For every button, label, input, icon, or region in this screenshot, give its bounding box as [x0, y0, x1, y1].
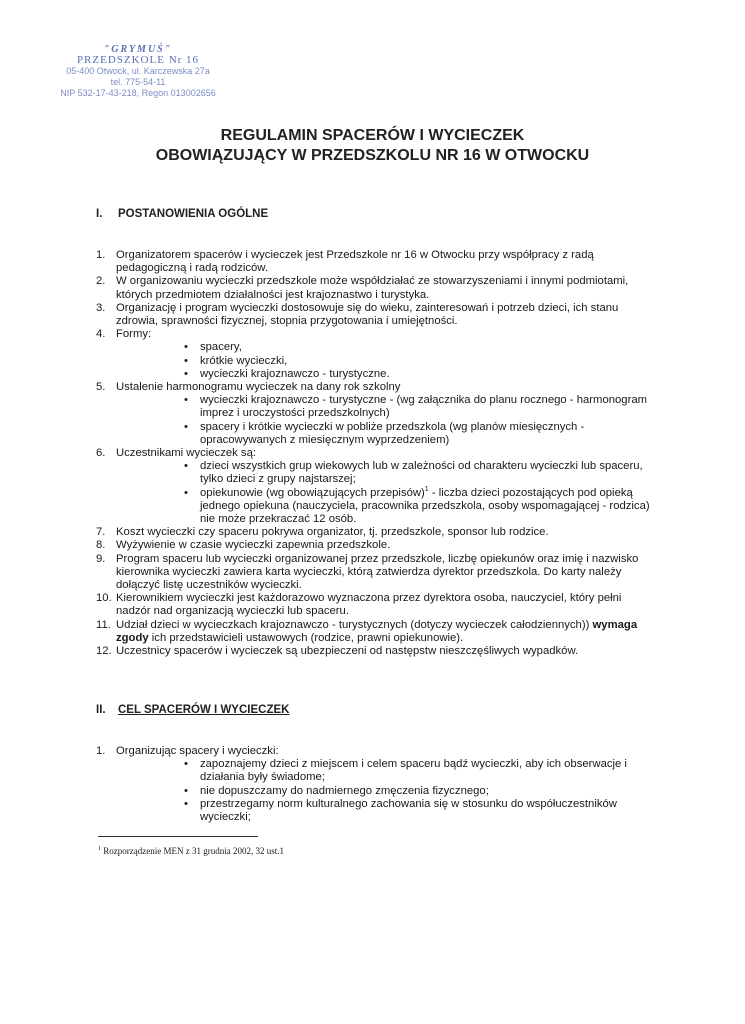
item-number: 8. — [96, 539, 106, 552]
document-title — [0, 126, 745, 166]
bullet-item — [96, 798, 656, 824]
item-number: 5. — [96, 381, 106, 394]
item-number: 1. — [96, 249, 106, 261]
bullet-text: spacery, — [200, 341, 242, 354]
list-item — [96, 447, 656, 460]
bullet-icon: • — [184, 420, 188, 433]
bullet-icon: • — [184, 394, 188, 407]
bullet-icon: • — [184, 758, 188, 771]
item-number: 2. — [96, 275, 106, 288]
section-2-list — [96, 745, 656, 824]
footnote-ref: 1 — [424, 485, 429, 493]
bullet-item — [96, 785, 656, 798]
item-text: W organizowaniu wycieczki przedszkole może współdziałać ze stowarzyszeniami i innymi podmiotami, których przedmiotem działalności jest krajoznastwo i turystyka. — [116, 275, 629, 301]
list-item — [96, 249, 656, 275]
item-text: Organizatorem spacerów i wycieczek jest Przedszkole nr 16 w Otwocku przy współpracy z radą pedagogiczną i radą rodziców. — [116, 249, 594, 275]
bullet-icon: • — [184, 367, 188, 380]
item-number: 4. — [96, 328, 106, 341]
item-text: Kierownikiem wycieczki jest każdorazowo wyznaczona przez dyrektora osoba, nauczyciel, który pełni nadzór nad organizacją wycieczki lub spaceru. — [116, 592, 622, 618]
section-2-heading — [96, 704, 289, 716]
bullet-item — [96, 421, 656, 447]
item-number: 6. — [96, 447, 106, 460]
item-number: 11. — [96, 618, 111, 631]
bullet-icon: • — [184, 784, 188, 797]
footnote-text: Rozporządzenie MEN z 31 grudnia 2002, 32 ust.1 — [103, 846, 284, 856]
section-1-number: I. — [96, 208, 103, 220]
section-1-list — [96, 249, 656, 658]
list-item — [96, 553, 656, 593]
bullet-item — [96, 355, 656, 368]
bullet-icon: • — [184, 797, 188, 810]
item-text: Ustalenie harmonogramu wycieczek na dany rok szkolny — [116, 381, 401, 394]
bullet-text: dzieci wszystkich grup wiekowych lub w zależności od charakteru wycieczki lub spaceru, tylko dzieci z grupy najstarszej; — [200, 460, 643, 486]
bullet-icon: • — [184, 341, 188, 354]
bullet-text: przestrzegamy norm kulturalnego zachowania się w stosunku do współuczestników wycieczki; — [200, 797, 617, 824]
footnote — [98, 846, 284, 856]
item-number: 3. — [96, 301, 106, 314]
bullet-text: wycieczki krajoznawczo - turystyczne - (wg załącznika do planu rocznego - harmonogram imprez i uroczystości przedszkolnych) — [200, 394, 648, 420]
section-2-number: II. — [96, 704, 106, 716]
item-number: 12. — [96, 645, 112, 658]
list-item — [96, 619, 656, 645]
bullet-text: nie dopuszczamy do nadmiernego zmęczenia fizycznego; — [200, 784, 489, 797]
list-item — [96, 302, 656, 328]
section-1-heading — [96, 208, 268, 220]
title-line-1: REGULAMIN SPACERÓW I WYCIECZEK — [220, 127, 525, 144]
footnote-marker: 1 — [98, 846, 101, 852]
bullet-text: wycieczki krajoznawczo - turystyczne. — [200, 367, 390, 380]
section-1-title: POSTANOWIENIA OGÓLNE — [118, 208, 269, 220]
list-item — [96, 645, 656, 658]
title-line-2: OBOWIĄZUJĄCY W PRZEDSZKOLU NR 16 W OTWOCKU — [155, 147, 590, 164]
bullet-item — [96, 758, 656, 784]
list-item — [96, 328, 656, 341]
stamp-ids: NIP 532-17-43-218, Regon 013002656 — [60, 88, 216, 98]
item-text: Uczestnikami wycieczek są: — [116, 447, 256, 460]
bullet-icon: • — [184, 354, 188, 367]
section-2-title: CEL SPACERÓW I WYCIECZEK — [118, 704, 290, 716]
item-text: Program spaceru lub wycieczki organizowanej przez przedszkole, liczbę opiekunów oraz imię i nazwisko kierownika wycieczki zawiera karta wycieczki, którą zatwierdza dyrektor przedszkola. Do karty należy dołączyć listę uczestników wycieczki. — [116, 552, 639, 592]
bullet-item — [96, 460, 656, 486]
bullet-item — [96, 341, 656, 354]
list-item — [96, 592, 656, 618]
school-stamp — [48, 44, 228, 99]
stamp-phone: tel. 775-54-11 — [110, 77, 166, 87]
list-item — [96, 275, 656, 301]
stamp-address: 05-400 Otwock, ul. Karczewska 27a — [66, 66, 210, 76]
list-item — [96, 745, 656, 758]
bullet-text-tail: - liczba dzieci pozostających pod opieką jednego opiekuna (nauczyciela, pracownika przedszkola, osoby wspomagającej - rodzica) nie może przekraczać 12 osób. — [200, 486, 650, 526]
item-number: 10. — [96, 592, 112, 605]
item-text: Organizację i program wycieczki dostosowuje się do wieku, zainteresowań i potrzeb dzieci, ich stanu zdrowia, sprawności fizycznej, stopnia przygotowania i umiejętności. — [116, 301, 619, 328]
item-text-tail: ich przedstawicieli ustawowych (rodzice, prawni opiekunowie). — [151, 631, 464, 644]
footnote-divider — [98, 836, 258, 837]
item-text: Uczestnicy spacerów i wycieczek są ubezpieczeni od następstw nieszczęśliwych wypadków. — [116, 645, 579, 658]
bullet-text: zapoznajemy dzieci z miejscem i celem spaceru bądź wycieczki, aby ich obserwacje i działania były świadome; — [200, 758, 627, 784]
item-text: Koszt wycieczki czy spaceru pokrywa organizator, tj. przedszkole, sponsor lub rodzice. — [116, 526, 549, 539]
bullet-text: krótkie wycieczki, — [200, 354, 288, 367]
item-number: 1. — [96, 745, 106, 757]
item-text: Formy: — [116, 328, 152, 341]
bullet-item — [96, 394, 656, 420]
item-number: 9. — [96, 552, 106, 565]
item-text-bold: wymaga zgody — [116, 618, 638, 644]
item-number: 7. — [96, 526, 106, 539]
list-item — [96, 539, 656, 552]
bullet-text: opiekunowie (wg obowiązujących przepisów) — [200, 486, 425, 499]
item-text: Wyżywienie w czasie wycieczki zapewnia przedszkole. — [116, 539, 391, 552]
stamp-name: "GRYMUŚ" — [103, 44, 173, 55]
bullet-icon: • — [184, 486, 188, 499]
list-item — [96, 381, 656, 394]
item-text: Udział dzieci w wycieczkach krajoznawczo - turystycznych (dotyczy wycieczek całodziennych)) — [116, 618, 590, 631]
item-text: Organizując spacery i wycieczki: — [116, 745, 279, 757]
list-item — [96, 526, 656, 539]
bullet-item — [96, 368, 656, 381]
bullet-item — [96, 487, 656, 527]
bullet-text: spacery i krótkie wycieczki w pobliże przedszkola (wg planów miesięcznych - opracowywanych z miesięcznym wyprzedzeniem) — [200, 420, 585, 446]
bullet-icon: • — [184, 460, 188, 473]
stamp-school: PRZEDSZKOLE Nr 16 — [76, 54, 200, 66]
